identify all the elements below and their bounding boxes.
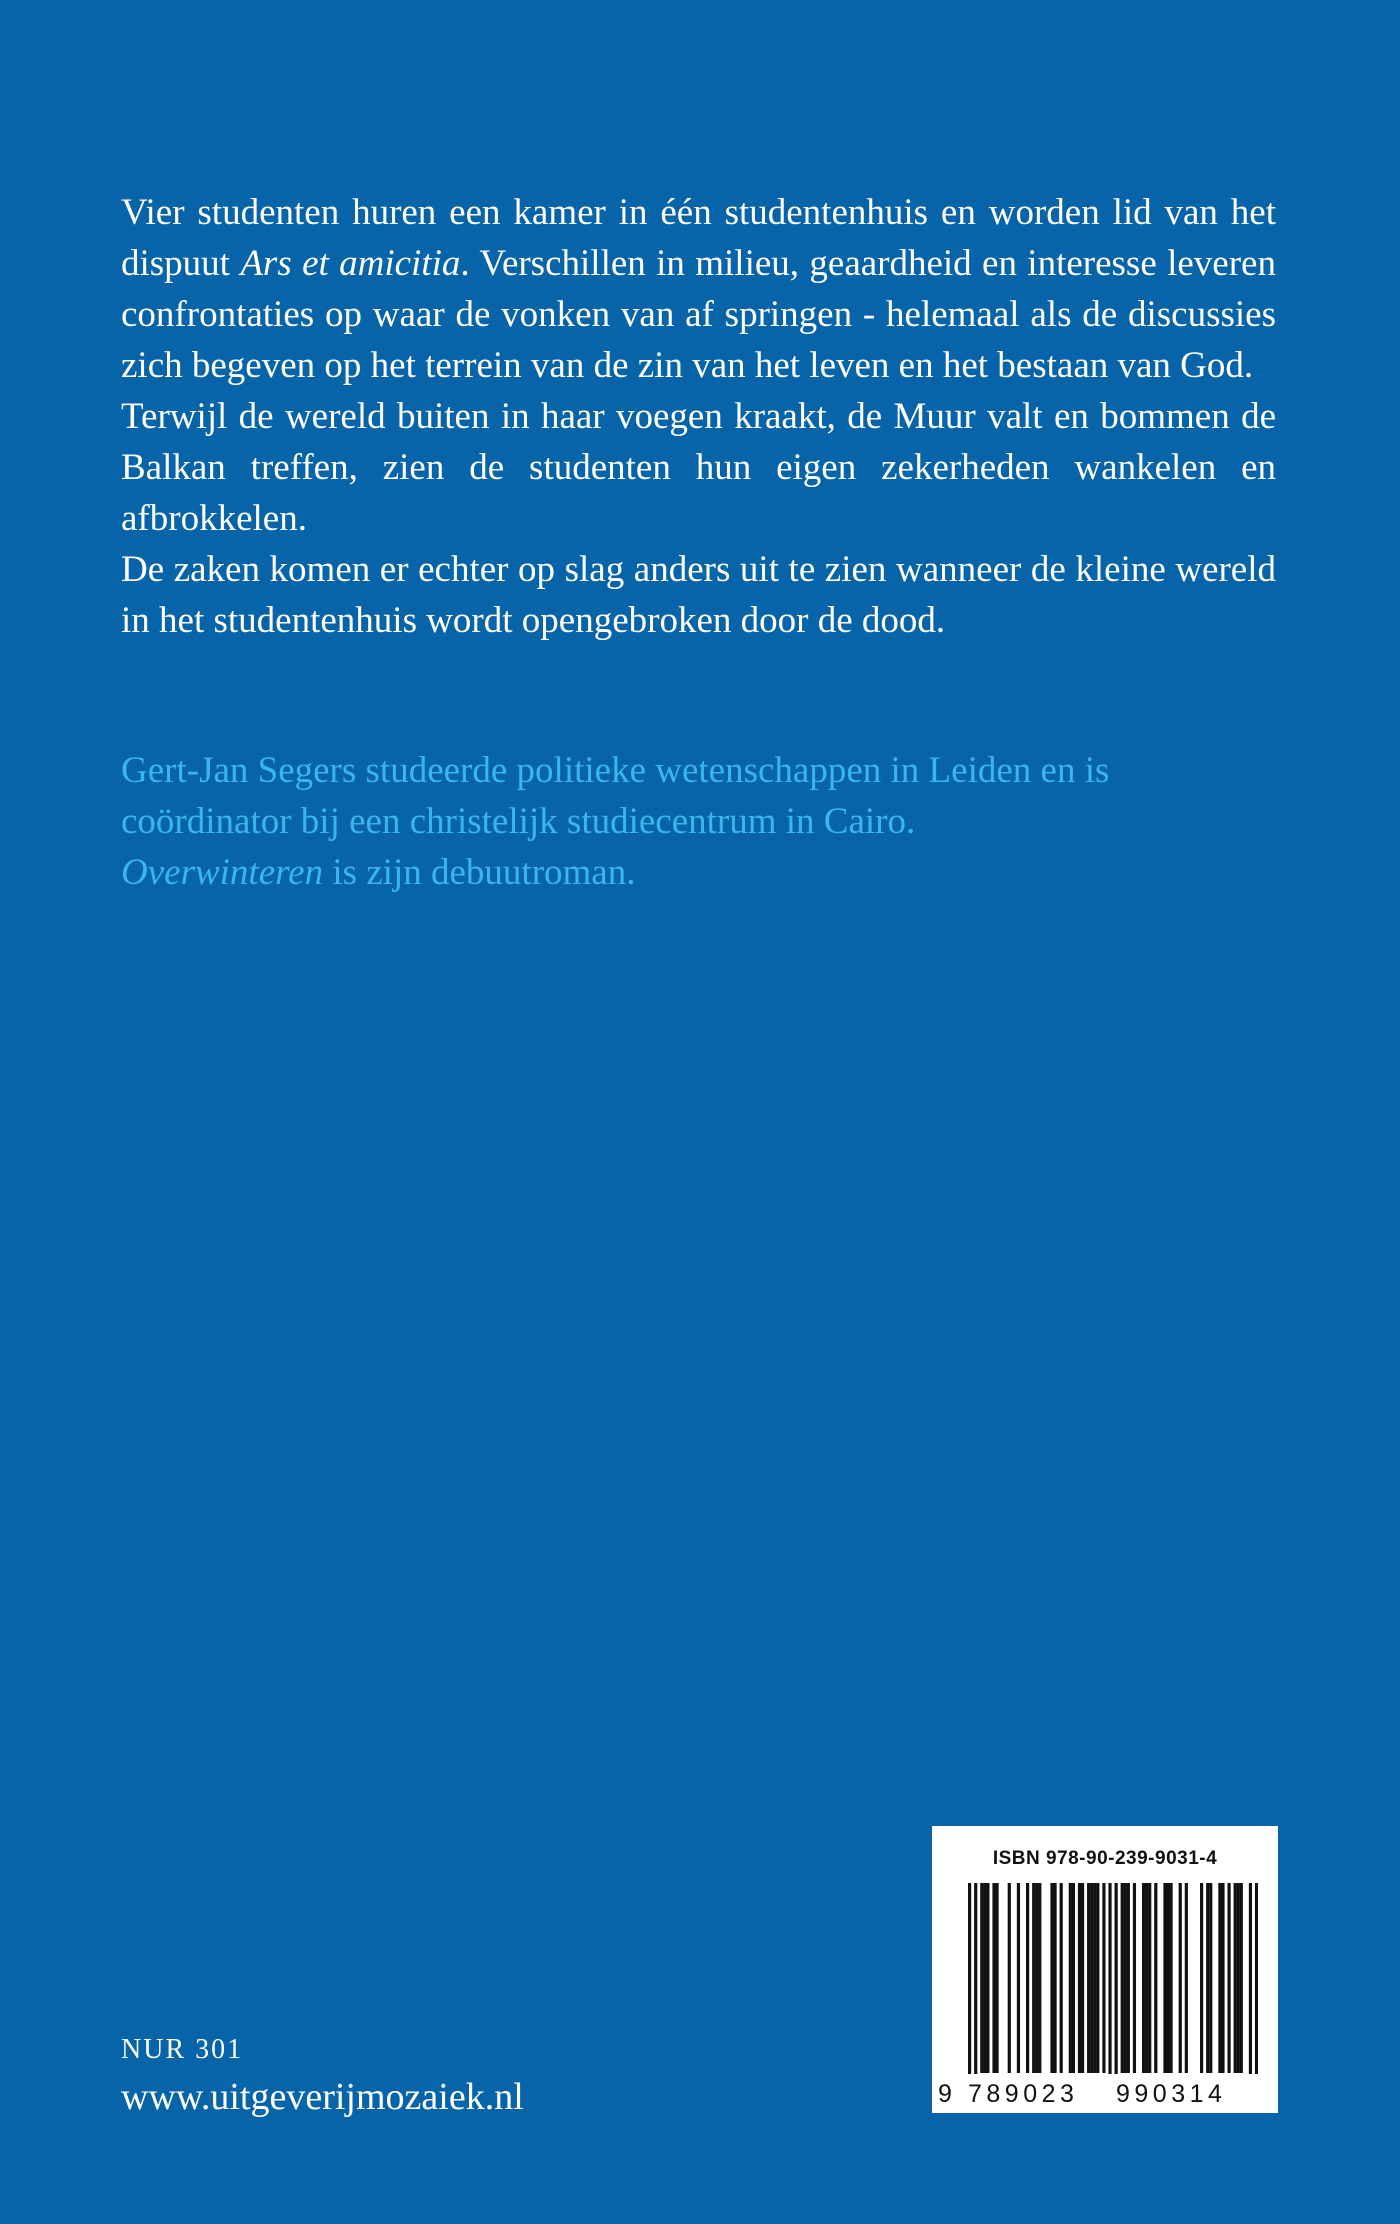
ean-digits <box>932 1826 1278 2113</box>
imprint <box>121 2030 524 2124</box>
nur-code: NUR 301 <box>121 2034 244 2065</box>
blurb-p1-end: . Verschillen in milieu, geaardheid en interesse leveren confrontaties op waar de vonken van af springen - helemaal als de discussies zich begeven op het terrein van de zin van het leven en het bestaan van God. <box>121 243 1276 386</box>
dispuut-name: Ars et amicitia <box>240 243 461 284</box>
author-bio <box>121 745 1276 898</box>
blurb-paragraph-3: De zaken komen er echter op slag anders uit te zien wanneer de kleine wereld in het studentenhuis wordt opengebroken door de dood. <box>121 549 1276 641</box>
blurb-p1-start: Vier studenten huren een kamer in één studentenhuis en worden lid van het dispuut <box>121 192 1276 284</box>
ean-first-digit: 9 <box>938 2080 952 2108</box>
blurb-paragraph-2: Terwijl de wereld buiten in haar voegen kraakt, de Muur valt en bommen de Balkan treffen, zien de studenten hun eigen zekerheden wankelen en afbrokkelen. <box>121 396 1276 539</box>
publisher-url: www.uitgeverijmozaiek.nl <box>121 2076 524 2118</box>
author-bio-line-2 <box>121 847 1276 898</box>
author-bio-line-2-rest: is zijn debuutroman. <box>323 852 636 893</box>
blurb-paragraph-1 <box>121 187 1276 391</box>
ean-left-group: 789023 <box>968 2080 1079 2108</box>
barcode-box <box>932 1826 1278 2113</box>
author-bio-line-1: Gert-Jan Segers studeerde politieke wetenschappen in Leiden en is coördinator bij een christelijk studiecentrum in Cairo. <box>121 750 1110 842</box>
isbn-label: ISBN 978-90-239-9031-4 <box>992 1848 1218 1869</box>
book-title: Overwinteren <box>121 852 324 893</box>
book-blurb <box>121 187 1276 646</box>
ean-right-group: 990314 <box>1116 2080 1227 2108</box>
